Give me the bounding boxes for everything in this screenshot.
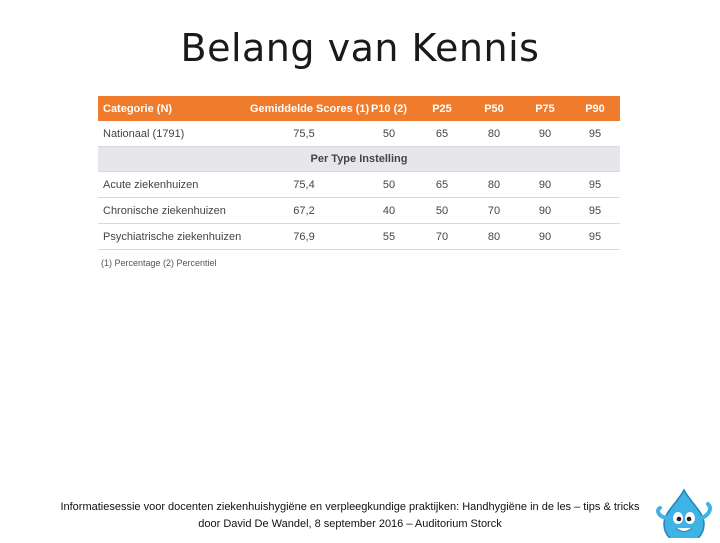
row-p25: 65 bbox=[416, 121, 468, 147]
column-header-gemiddelde-scores: Gemiddelde Scores (1) bbox=[246, 96, 362, 121]
row-p90: 95 bbox=[570, 198, 620, 224]
row-p50: 80 bbox=[468, 121, 520, 147]
row-p90: 95 bbox=[570, 172, 620, 198]
row-p75: 90 bbox=[520, 121, 570, 147]
water-drop-mascot-icon bbox=[654, 488, 714, 543]
table-row bbox=[98, 172, 620, 198]
row-p25: 50 bbox=[416, 198, 468, 224]
row-p75: 90 bbox=[520, 172, 570, 198]
table-row bbox=[98, 224, 620, 250]
row-p50: 80 bbox=[468, 172, 520, 198]
column-header-p10: P10 (2) bbox=[362, 96, 416, 121]
slide-footer bbox=[40, 499, 660, 533]
row-category: Chronische ziekenhuizen bbox=[98, 198, 246, 224]
section-row bbox=[98, 147, 620, 172]
row-p50: 70 bbox=[468, 198, 520, 224]
row-p10: 40 bbox=[362, 198, 416, 224]
row-p75: 90 bbox=[520, 224, 570, 250]
table-row bbox=[98, 121, 620, 147]
footer-line-1: Informatiesessie voor docenten ziekenhuishygiëne en verpleegkundige praktijken: Handhygiëne in de les – tips & tricks bbox=[60, 501, 640, 513]
row-category: Nationaal (1791) bbox=[98, 121, 246, 147]
column-header-p90: P90 bbox=[570, 96, 620, 121]
scores-table-container bbox=[98, 96, 620, 250]
row-p90: 95 bbox=[570, 121, 620, 147]
column-header-p50: P50 bbox=[468, 96, 520, 121]
footer-line-2: door David De Wandel, 8 september 2016 – Auditorium Storck bbox=[198, 518, 502, 530]
row-p50: 80 bbox=[468, 224, 520, 250]
column-header-p25: P25 bbox=[416, 96, 468, 121]
row-score: 75,5 bbox=[246, 121, 362, 147]
row-category: Psychiatrische ziekenhuizen bbox=[98, 224, 246, 250]
row-p10: 50 bbox=[362, 121, 416, 147]
column-header-p75: P75 bbox=[520, 96, 570, 121]
row-score: 75,4 bbox=[246, 172, 362, 198]
table-footnote: (1) Percentage (2) Percentiel bbox=[101, 258, 217, 268]
table-row bbox=[98, 198, 620, 224]
row-p10: 50 bbox=[362, 172, 416, 198]
row-p25: 65 bbox=[416, 172, 468, 198]
row-category: Acute ziekenhuizen bbox=[98, 172, 246, 198]
scores-table bbox=[98, 96, 620, 250]
row-p25: 70 bbox=[416, 224, 468, 250]
row-score: 67,2 bbox=[246, 198, 362, 224]
row-p75: 90 bbox=[520, 198, 570, 224]
slide-title: Belang van Kennis bbox=[180, 26, 540, 70]
row-p90: 95 bbox=[570, 224, 620, 250]
table-header-row bbox=[98, 96, 620, 121]
row-score: 76,9 bbox=[246, 224, 362, 250]
row-p10: 55 bbox=[362, 224, 416, 250]
column-header-categorie: Categorie (N) bbox=[98, 96, 246, 121]
section-label: Per Type Instelling bbox=[98, 147, 620, 172]
